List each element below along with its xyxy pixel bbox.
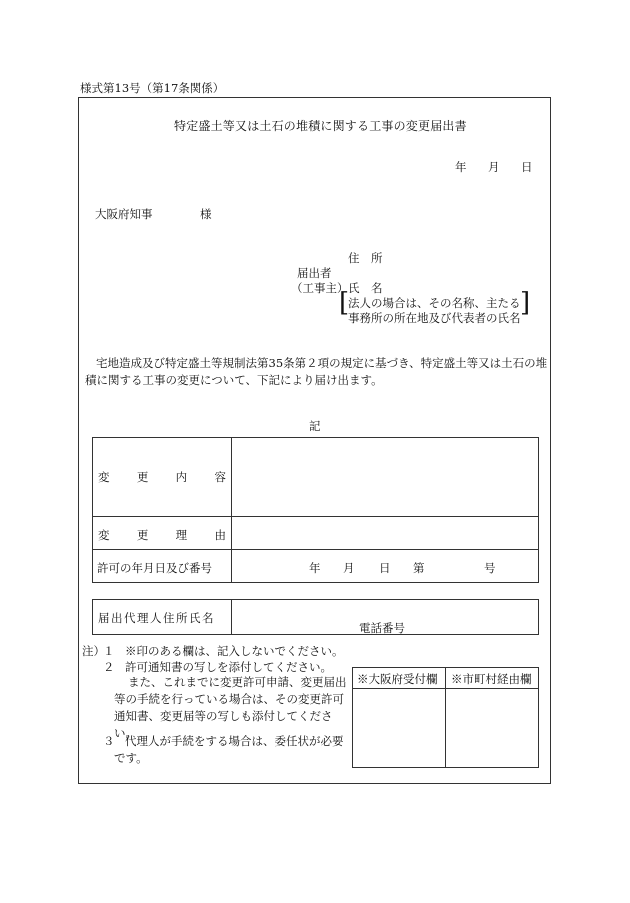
note-2-continued: また、これまでに変更許可申請、変更届出等の手続を行っている場合は、その変更許可通知書、変更届等の写しも添付してください。 [114,675,347,740]
notifier-role-sub: （工事主） [291,281,349,295]
stamp-column-divider [445,667,446,768]
permit-go: 号 [484,561,496,575]
row-change-reason-label: 変 更 理 由 [98,528,226,542]
permit-date-number-label: 許可の年月日及び番号 [97,561,212,575]
note-1: ※印のある欄は、記入しないでください。 [125,644,344,658]
change-reason-field[interactable] [232,517,538,549]
corp-note-line-1: 法人の場合は、その名称、主たる [348,296,521,310]
date-year: 年 [455,160,467,174]
stamp-header-divider [352,688,539,689]
note-1-number: １ [103,644,115,658]
permit-day: 日 [379,561,391,575]
addressee-honorific: 様 [200,207,212,221]
note-2: 許可通知書の写しを添付してください。 [125,660,332,674]
notifier-role-label: 届出者 [297,266,332,280]
left-bracket-icon: [ [339,288,350,318]
corp-note-line-2: 事務所の所在地及び代表者の氏名 [348,311,521,325]
permit-year: 年 [309,561,321,575]
pref-reception-label: ※大阪府受付欄 [357,672,438,686]
body-text-line-2: 積に関する工事の変更について、下記により届け出ます。 [85,373,383,387]
change-content-field[interactable] [232,438,538,516]
date-day: 日 [521,160,533,174]
name-label: 氏 名 [348,281,383,295]
row-change-content-label: 変 更 内 容 [98,470,226,484]
address-label: 住 所 [348,251,383,265]
body-text-line-1: 宅地造成及び特定盛土等規制法第35条第２項の規定に基づき、特定盛土等又は土石の堆 [96,356,548,370]
permit-month: 月 [343,561,355,575]
form-number-label: 様式第13号（第17条関係） [80,81,225,95]
agent-label: 届出代理人住所氏名 [98,611,215,625]
permit-dai: 第 [413,561,425,575]
form-title: 特定盛土等又は土石の堆積に関する工事の変更届出書 [174,119,467,133]
note-3-number: ３ [103,734,115,748]
city-routing-label: ※市町村経由欄 [451,672,532,686]
note-2-number: ２ [103,660,115,674]
ki-heading: 記 [309,419,321,433]
addressee-name: 大阪府知事 [95,207,153,221]
agent-phone-label: 電話番号 [359,621,405,635]
right-bracket-icon: ] [520,288,531,318]
agent-field[interactable] [232,600,538,634]
notes-prefix: 注） [82,644,105,658]
note-3: 代理人が手続をする場合は、委任状が必要です。 [114,734,344,765]
date-month: 月 [488,160,500,174]
table-row-divider-2 [92,549,539,550]
